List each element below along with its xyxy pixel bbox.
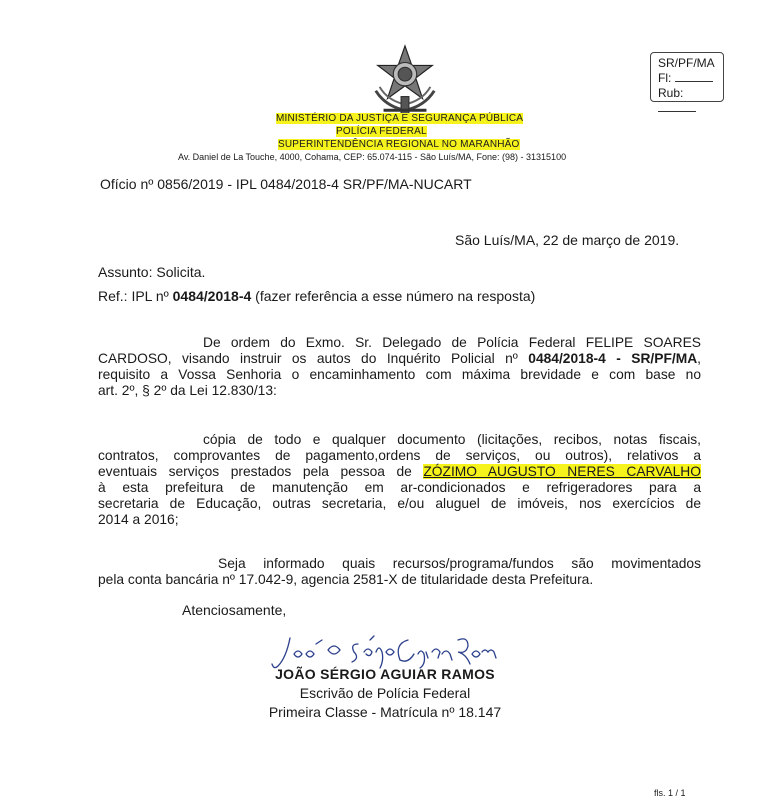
- item-l1: cópia de todo e qualquer documento (licitações, recibos, notas fiscais,: [203, 432, 701, 447]
- item-line-5: [98, 496, 701, 512]
- oficio-number: Ofício nº 0856/2019 - IPL 0484/2018-4 SR/PF/MA-NUCART: [100, 176, 472, 192]
- header-agency: [336, 125, 427, 138]
- item-l3: [98, 464, 701, 480]
- paragraph-1-line-3: [98, 367, 701, 383]
- header-unit: [278, 138, 520, 151]
- ministry-text: MINISTÉRIO DA JUSTIÇA E SEGURANÇA PÚBLICA: [276, 113, 524, 124]
- item-line-1: [203, 432, 701, 448]
- item-line-3: [98, 464, 701, 480]
- signatory-name: JOÃO SÉRGIO AGUIAR RAMOS: [275, 666, 495, 682]
- ref-prefix: Ref.: IPL nº: [98, 288, 173, 304]
- date-line: São Luís/MA, 22 de março de 2019.: [455, 232, 680, 248]
- agency-text: POLÍCIA FEDERAL: [336, 126, 427, 137]
- paragraph-1-line-2: [98, 351, 701, 367]
- control-rubric-label: Rub:: [658, 86, 684, 100]
- ref-suffix: (fazer referência a esse número na resposta): [251, 288, 536, 304]
- p2-l2: pela conta bancária nº 17.042-9, agencia 2581-X de titularidade desta Prefeitura.: [98, 572, 594, 587]
- reference-line: [98, 288, 535, 304]
- header-address: Av. Daniel de La Touche, 4000, Cohama, CEP: 65.074-115 - São Luís/MA, Fone: (98) - 31315100: [178, 152, 567, 162]
- control-folio-label: Fl:: [658, 71, 672, 85]
- paragraph-2-line-2: [98, 572, 701, 588]
- signatory-class: Primeira Classe - Matrícula nº 18.147: [268, 704, 502, 720]
- protocol-control-box: [650, 52, 724, 102]
- p1-l2c: ,: [697, 351, 702, 366]
- inquiry-number: 0484/2018-4 - SR/PF/MA: [528, 351, 698, 366]
- rubric-blank-line: [658, 101, 696, 112]
- paragraph-1-line-4: [98, 383, 701, 399]
- p1-l2: [98, 351, 701, 367]
- p1-l4: art. 2º, § 2º da Lei 12.830/13:: [98, 383, 277, 398]
- highlighted-person-name: ZÓZIMO AUGUSTO NERES CARVALHO: [423, 464, 701, 479]
- item-line-4: [98, 480, 701, 496]
- signatory-role: Escrivão de Polícia Federal: [299, 685, 471, 701]
- item-l2: contratos, comprovantes de pagamento,ordens de serviços, ou outros), relativos a: [98, 448, 701, 463]
- p2-l1: Seja informado quais recursos/programa/fundos são movimentados: [218, 556, 701, 571]
- folio-blank-line: [675, 71, 713, 82]
- item-l6: 2014 a 2016;: [98, 512, 179, 527]
- p1-l3: requisito a Vossa Senhoria o encaminhamento com máxima brevidade e com base no: [98, 367, 701, 382]
- control-rubric-row: [658, 86, 723, 116]
- ref-number: 0484/2018-4: [172, 288, 252, 304]
- control-unit-label: SR/PF/MA: [658, 56, 715, 70]
- item-line-2: [98, 448, 701, 464]
- page-number: fls. 1 / 1: [654, 788, 686, 798]
- control-folio-row: [658, 71, 723, 86]
- item-l3a: eventuais serviços prestados pela pessoa de: [98, 464, 424, 479]
- item-l4: à esta prefeitura de manutenção em ar-condicionados e refrigeradores para a: [98, 480, 701, 495]
- unit-text: SUPERINTENDÊNCIA REGIONAL NO MARANHÃO: [278, 139, 520, 150]
- closing-salutation: Atenciosamente,: [182, 602, 287, 618]
- paragraph-2-line-1: [218, 556, 701, 572]
- item-line-6: [98, 512, 701, 528]
- header-ministry: [276, 112, 523, 125]
- subject-line: Assunto: Solicita.: [98, 264, 206, 280]
- brazil-coat-of-arms-emblem: [366, 42, 444, 120]
- p1-l2a: CARDOSO, visando instruir os autos do Inquérito Policial nº: [98, 351, 529, 366]
- item-l5: secretaria de Educação, outras secretaria, e/ou aluguel de imóveis, nos exercícios de: [98, 496, 701, 511]
- p1-l1: De ordem do Exmo. Sr. Delegado de Polícia Federal FELIPE SOARES: [203, 335, 701, 350]
- paragraph-1-line-1: [203, 335, 701, 351]
